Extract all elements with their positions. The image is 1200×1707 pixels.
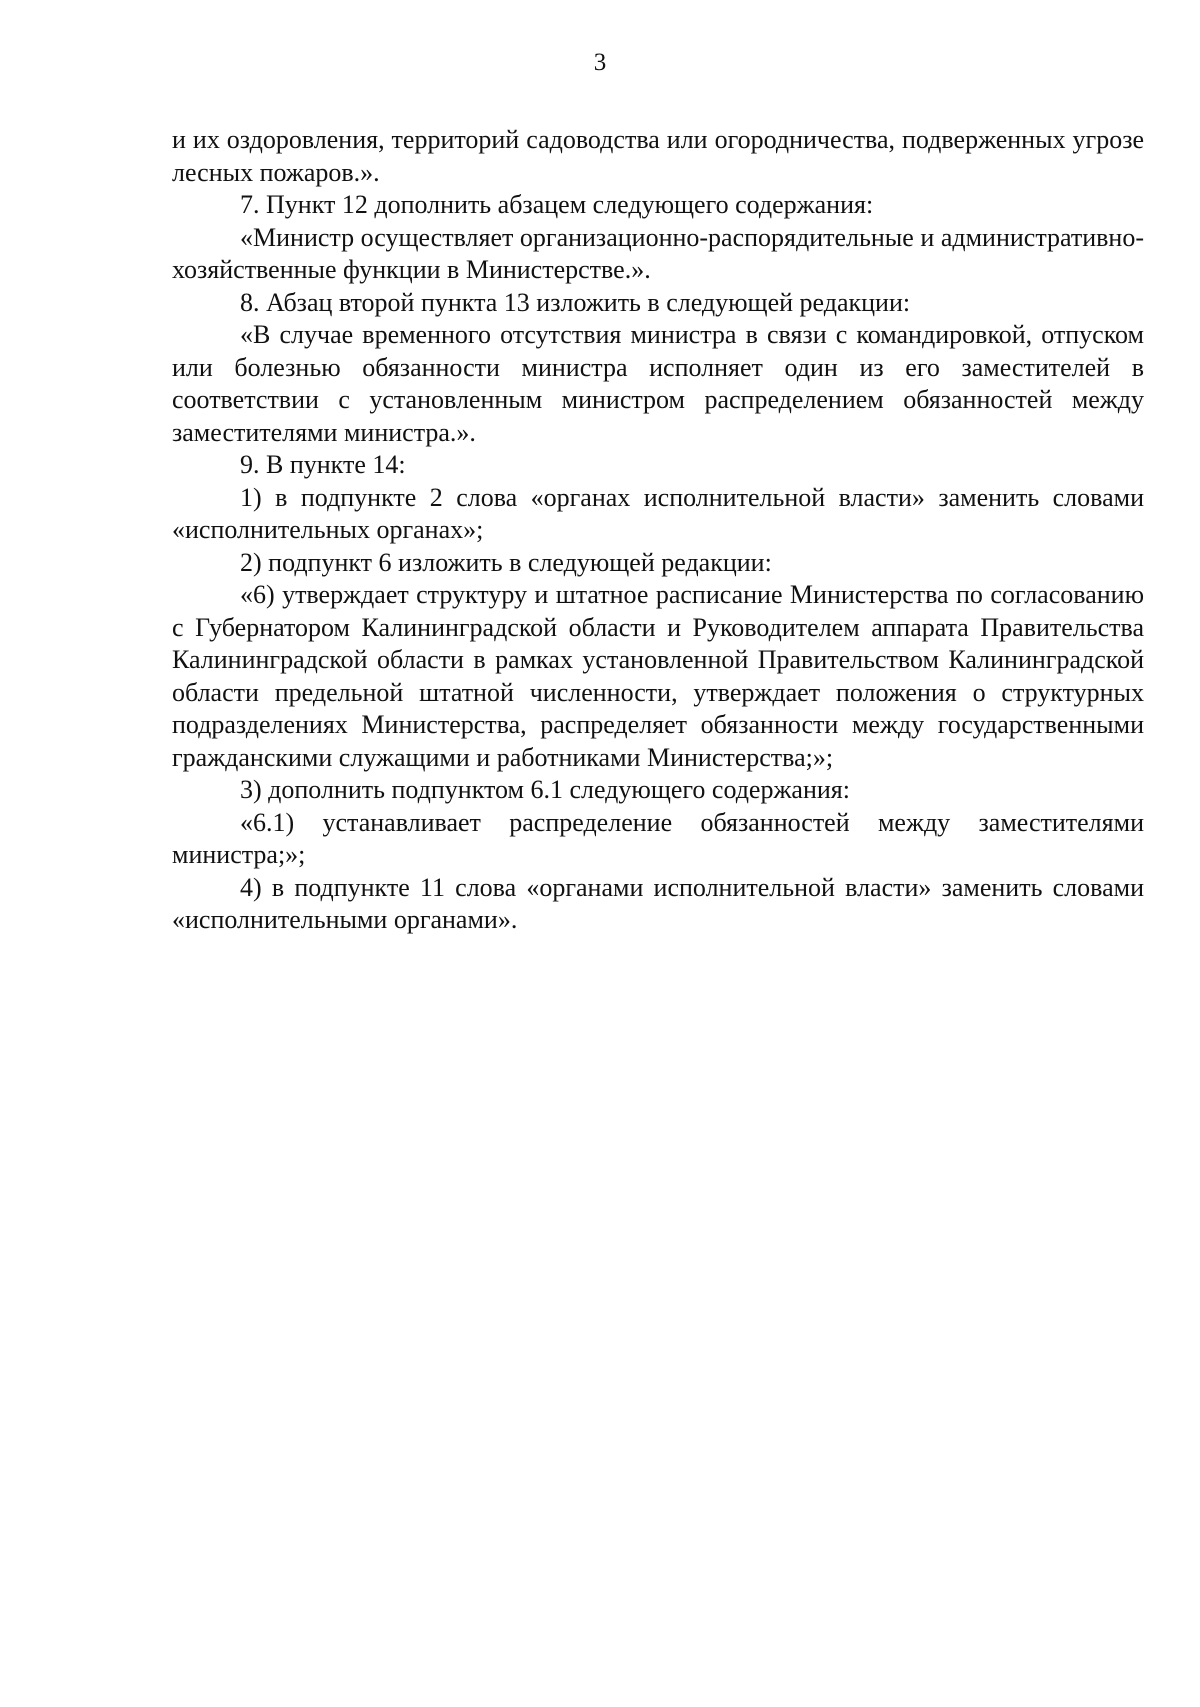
paragraph-subitem-3: 3) дополнить подпунктом 6.1 следующего содержания: — [240, 775, 850, 804]
paragraph-subitem-2: 2) подпункт 6 изложить в следующей редакции: — [240, 547, 772, 577]
document-body — [172, 124, 1144, 937]
paragraph-quote-absence: «В случае временного отсутствия министра в связи с командировкой, отпуском или болезнью обязанности министра исполняет один из его заместителей в соответствии с установленным министром распределением обязанностей между заместителями министра.». — [172, 320, 1144, 447]
paragraph-quote-6-1: «6.1) устанавливает распределение обязанностей между заместителями министра;»; — [172, 807, 1144, 869]
paragraph-quote-minister: «Министр осуществляет организационно-распорядительные и административно-хозяйственные функции в Министерстве.». — [172, 222, 1144, 284]
paragraph-item-9: 9. В пункте 14: — [240, 450, 406, 479]
paragraph-quote-structure: «6) утверждает структуру и штатное расписание Министерства по согласованию с Губернатором Калининградской области и Руководителем аппарата Правительства Калининградской области в рамках установленной Правительством Калининградской области предельной штатной численности, утверждает положения о структурных подразделениях Министерства, распределяет обязанности между государственными гражданскими служащими и работниками Министерства;»; — [172, 580, 1144, 772]
paragraph-item-8: 8. Абзац второй пункта 13 изложить в следующей редакции: — [240, 287, 911, 317]
paragraph-continuation: и их оздоровления, территорий садоводства или огородничества, подверженных угрозе лесных пожаров.». — [172, 125, 1144, 187]
paragraph-item-7: 7. Пункт 12 дополнить абзацем следующего содержания: — [240, 190, 874, 219]
paragraph-subitem-4: 4) в подпункте 11 слова «органами исполнительной власти» заменить словами «исполнительными органами». — [172, 872, 1144, 934]
page-number: 3 — [593, 49, 607, 76]
paragraph-subitem-1: 1) в подпункте 2 слова «органах исполнительной власти» заменить словами «исполнительных органах»; — [172, 482, 1144, 544]
